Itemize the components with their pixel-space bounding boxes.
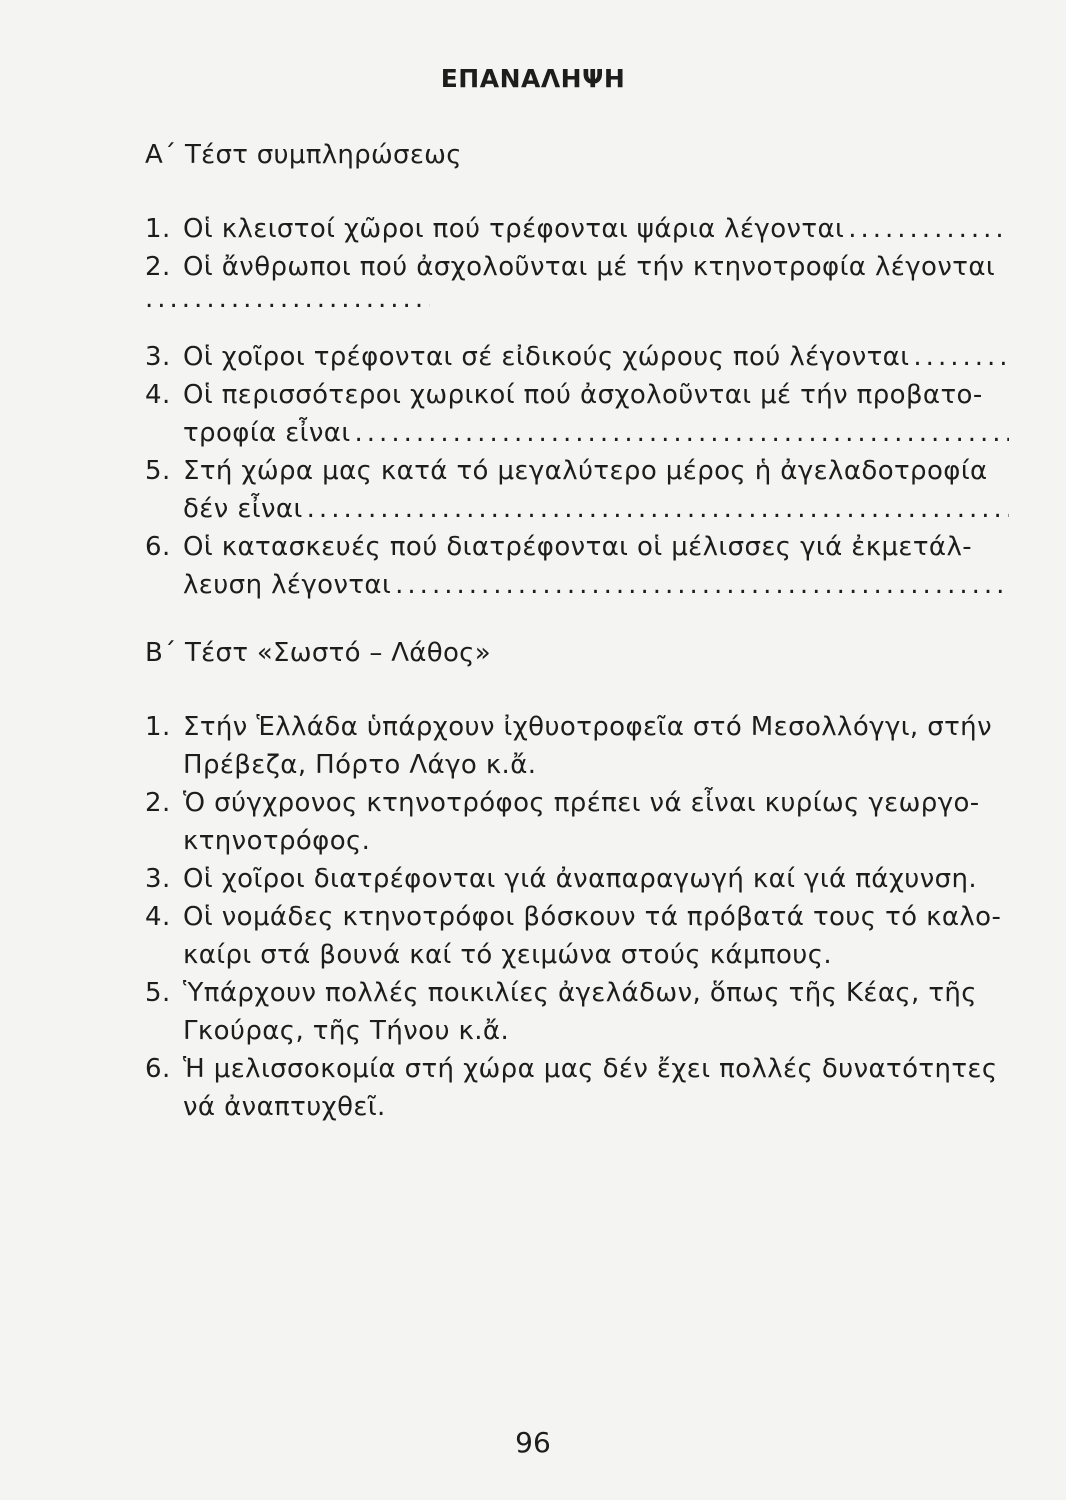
- fill-in-blank: [307, 490, 1009, 528]
- list-item: 4. Οἱ περισσότεροι χωρικοί πού ἀσχολοῦνται μέ τήν προβατο- τροφία εἶναι .....: [145, 376, 1009, 452]
- list-item: 3. Οἱ χοῖροι διατρέφονται γιά ἀναπαραγωγή καί γιά πάχυνση.: [145, 864, 978, 894]
- list-item: 3. Οἱ χοῖροι τρέφονται σέ εἰδικούς χώρους πού λέγονται .....: [145, 338, 1009, 376]
- list-item: 1. Οἱ κλειστοί χῶροι πού τρέφονται ψάρια λέγονται .....: [145, 210, 1009, 248]
- fill-in-blank: [848, 210, 1009, 248]
- section-a-list-cont: [145, 338, 1009, 604]
- list-item: 2. Ὁ σύγχρονος κτηνοτρόφος πρέπει νά εἶναι κυρίως γεωργο- κτηνοτρόφος.: [145, 788, 980, 856]
- list-item: 6. Ἡ μελισσοκομία στή χώρα μας δέν ἔχει πολλές δυνατότητες νά ἀναπτυχθεῖ.: [145, 1054, 998, 1122]
- fill-in-blank: [395, 566, 1009, 604]
- fill-in-blank: [145, 284, 430, 314]
- fill-in-blank: [913, 338, 1009, 376]
- list-item: 1. Στήν Ἑλλάδα ὑπάρχουν ἰχθυοτροφεῖα στό Μεσολλόγγι, στήν Πρέβεζα, Πόρτο Λάγο κ.ἄ.: [145, 712, 992, 780]
- list-item: 5. Στή χώρα μας κατά τό μεγαλύτερο μέρος ἡ ἀγελαδοτροφία δέν εἶναι .....: [145, 452, 1009, 528]
- list-item: 6. Οἱ κατασκευές πού διατρέφονται οἱ μέλισσες γιά ἐκμετάλ- λευση λέγονται .....: [145, 528, 1009, 604]
- list-item: 2. Οἱ ἄνθρωποι πού ἀσχολοῦνται μέ τήν κτηνοτροφία λέγονται: [145, 252, 996, 282]
- section-b-list: [145, 708, 1009, 1126]
- section-a-list: [145, 210, 1009, 286]
- fill-in-blank: [355, 414, 1009, 452]
- list-item: 4. Οἱ νομάδες κτηνοτρόφοι βόσκουν τά πρόβατά τους τό καλο- καίρι στά βουνά καί τό χειμώνα στούς κάμπους.: [145, 902, 1002, 970]
- section-a-heading: Α΄ Τέστ συμπληρώσεως: [145, 140, 462, 170]
- section-b-heading: Β΄ Τέστ «Σωστό – Λάθος»: [145, 638, 491, 668]
- page-title: ΕΠΑΝΑΛΗΨΗ: [440, 64, 626, 93]
- list-item: 5. Ὑπάρχουν πολλές ποικιλίες ἀγελάδων, ὅπως τῆς Κέας, τῆς Γκούρας, τῆς Τήνου κ.ἄ.: [145, 978, 977, 1046]
- page-number: 96: [515, 1426, 551, 1459]
